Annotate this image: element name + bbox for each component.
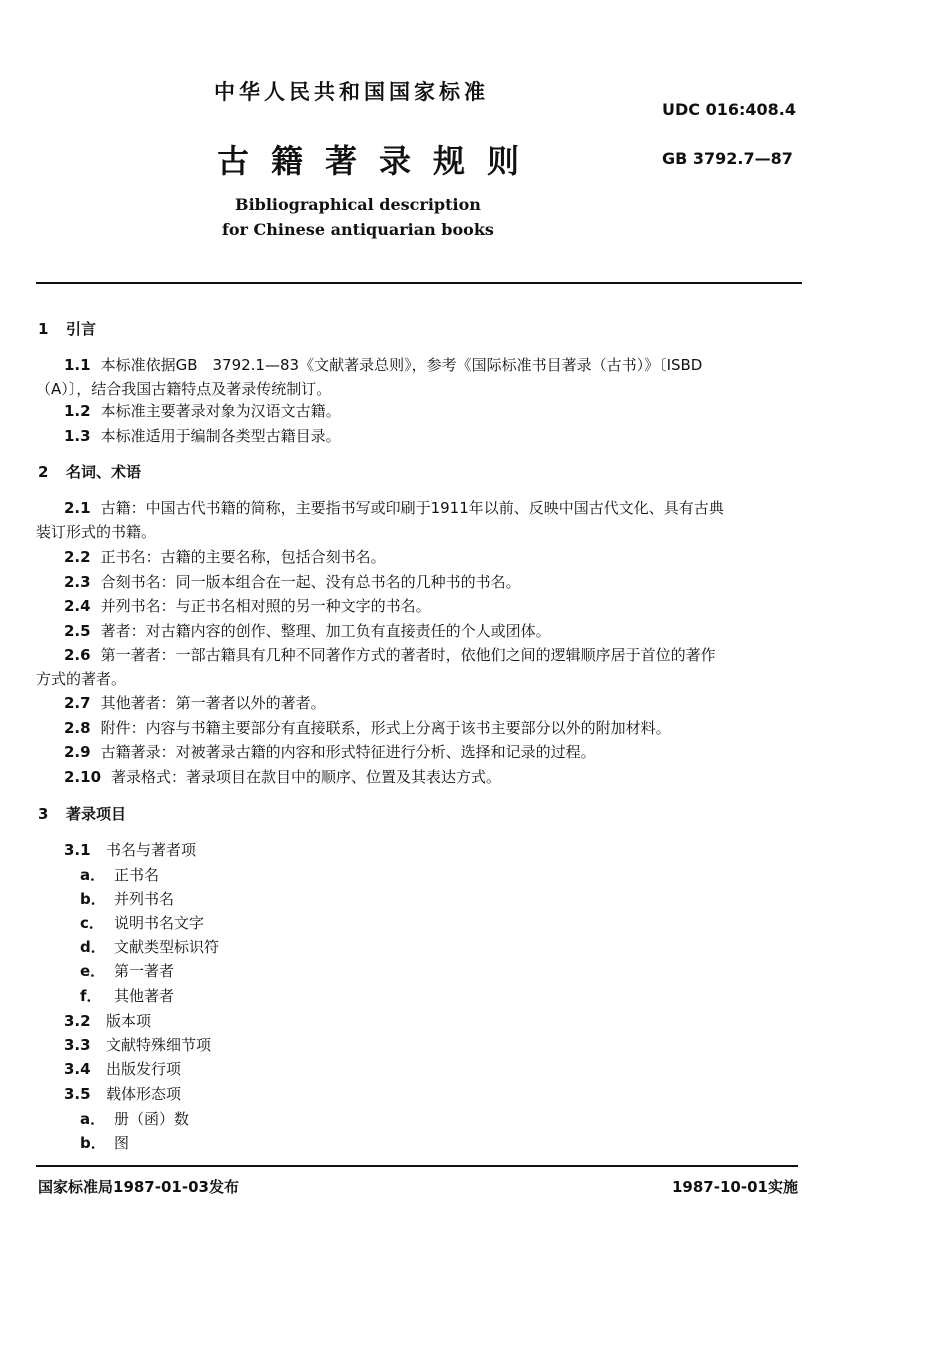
sub-item-a2 <box>80 1108 189 1129</box>
sub-item-text: 说明书名文字 <box>114 914 205 932</box>
clause-text: 古籍著录：对被著录古籍的内容和形式特征进行分析、选择和记录的过程。 <box>100 743 596 761</box>
item-number: 3.2 <box>64 1012 91 1030</box>
clause-2-2 <box>64 545 386 569</box>
clause-2-4 <box>64 594 431 618</box>
clause-2-10 <box>64 765 501 789</box>
item-3-4 <box>64 1058 181 1079</box>
sub-item-letter: a． <box>80 1110 106 1128</box>
clause-2-3 <box>64 570 521 594</box>
section-title: 引言 <box>66 320 97 338</box>
clause-1-1 <box>36 353 806 401</box>
clause-text-line2: 方式的著者。 <box>36 670 127 688</box>
sub-item-letter: a． <box>80 866 106 884</box>
header-divider <box>36 282 802 284</box>
sub-item-text: 册（函）数 <box>114 1110 190 1128</box>
clause-text-line1: 第一著者：一部古籍具有几种不同著作方式的著者时，依他们之间的逻辑顺序居于首位的著作 <box>100 646 716 664</box>
clause-number: 2.2 <box>64 548 91 566</box>
sub-item-letter: c． <box>80 914 104 932</box>
section-1-heading <box>38 318 96 339</box>
section-number: 1 <box>38 320 49 338</box>
clause-2-8 <box>64 716 671 740</box>
item-number: 3.4 <box>64 1060 91 1078</box>
item-3-1 <box>64 839 196 860</box>
issue-date: 国家标准局1987-01-03发布 <box>38 1178 239 1196</box>
item-number: 3.3 <box>64 1036 91 1054</box>
sub-item-text: 其他著者 <box>114 987 175 1005</box>
sub-item-text: 图 <box>114 1134 130 1152</box>
section-title: 名词、术语 <box>66 463 142 481</box>
clause-text: 著录格式：著录项目在款目中的顺序、位置及其表达方式。 <box>111 768 502 786</box>
sub-item-text: 文献类型标识符 <box>114 938 220 956</box>
clause-number: 1.3 <box>64 427 91 445</box>
english-title-line2: for Chinese antiquarian books <box>222 220 494 239</box>
section-number: 3 <box>38 805 49 823</box>
clause-text-line2: 装订形式的书籍。 <box>36 523 157 541</box>
sub-item-b2 <box>80 1132 129 1153</box>
item-text: 文献特殊细节项 <box>106 1036 212 1054</box>
sub-item-a <box>80 864 159 885</box>
clause-number: 2.8 <box>64 719 91 737</box>
sub-item-text: 正书名 <box>114 866 160 884</box>
sub-item-text: 并列书名 <box>114 890 175 908</box>
item-text: 出版发行项 <box>106 1060 182 1078</box>
clause-2-6 <box>36 643 806 691</box>
clause-1-3 <box>64 424 341 448</box>
english-title-line1: Bibliographical description <box>235 195 481 214</box>
page-title: 古籍著录规则 <box>217 142 542 180</box>
sub-item-f <box>80 985 174 1006</box>
clause-text: 著者：对古籍内容的创作、整理、加工负有直接责任的个人或团体。 <box>100 622 551 640</box>
clause-text: 合刻书名：同一版本组合在一起、没有总书名的几种书的书名。 <box>100 573 521 591</box>
sub-item-letter: d． <box>80 938 106 956</box>
clause-number: 2.9 <box>64 743 91 761</box>
sub-item-c <box>80 912 204 933</box>
clause-text: 正书名：古籍的主要名称，包括合刻书名。 <box>100 548 386 566</box>
sub-item-e <box>80 960 174 981</box>
clause-text: 本标准适用于编制各类型古籍目录。 <box>100 427 341 445</box>
clause-number: 2.5 <box>64 622 91 640</box>
clause-2-9 <box>64 740 596 764</box>
clause-text: 本标准主要著录对象为汉语文古籍。 <box>100 402 341 420</box>
sub-item-letter: f． <box>80 987 102 1005</box>
sub-item-letter: e． <box>80 962 106 980</box>
clause-1-2 <box>64 399 341 423</box>
item-text: 书名与著者项 <box>106 841 197 859</box>
sub-item-letter: b． <box>80 1134 106 1152</box>
footer-divider <box>36 1165 798 1167</box>
clause-text-line1: 本标准依据GB 3792.1—83《文献著录总则》，参考《国际标准书目著录（古书）》〔ISBD <box>100 356 703 374</box>
section-number: 2 <box>38 463 49 481</box>
standard-name: 中华人民共和国国家标准 <box>214 80 489 104</box>
clause-text-line2: （A）〕，结合我国古籍特点及著录传统制订。 <box>36 380 332 398</box>
clause-number: 1.1 <box>64 356 91 374</box>
clause-text-line1: 古籍：中国古代书籍的简称，主要指书写或印刷于1911年以前、反映中国古代文化、具有古典 <box>100 499 724 517</box>
item-3-5 <box>64 1083 181 1104</box>
gb-number: GB 3792.7—87 <box>662 149 793 168</box>
clause-number: 2.3 <box>64 573 91 591</box>
item-text: 版本项 <box>106 1012 152 1030</box>
section-title: 著录项目 <box>66 805 127 823</box>
clause-text: 其他著者：第一著者以外的著者。 <box>100 694 326 712</box>
clause-2-7 <box>64 691 326 715</box>
english-title <box>222 192 494 242</box>
item-text: 载体形态项 <box>106 1085 182 1103</box>
clause-number: 2.1 <box>64 499 91 517</box>
sub-item-d <box>80 936 219 957</box>
clause-2-1 <box>36 496 806 544</box>
clause-number: 2.10 <box>64 768 102 786</box>
item-number: 3.5 <box>64 1085 91 1103</box>
clause-text: 附件：内容与书籍主要部分有直接联系，形式上分离于该书主要部分以外的附加材料。 <box>100 719 671 737</box>
clause-text: 并列书名：与正书名相对照的另一种文字的书名。 <box>100 597 431 615</box>
udc-code: UDC 016:408.4 <box>662 100 796 119</box>
section-3-heading <box>38 803 126 824</box>
item-3-3 <box>64 1034 211 1055</box>
clause-2-5 <box>64 619 551 643</box>
sub-item-text: 第一著者 <box>114 962 175 980</box>
sub-item-letter: b． <box>80 890 106 908</box>
sub-item-b <box>80 888 174 909</box>
item-3-2 <box>64 1010 151 1031</box>
clause-number: 2.4 <box>64 597 91 615</box>
clause-number: 1.2 <box>64 402 91 420</box>
effective-date: 1987-10-01实施 <box>672 1178 798 1196</box>
item-number: 3.1 <box>64 841 91 859</box>
section-2-heading <box>38 461 141 482</box>
clause-number: 2.6 <box>64 646 91 664</box>
clause-number: 2.7 <box>64 694 91 712</box>
